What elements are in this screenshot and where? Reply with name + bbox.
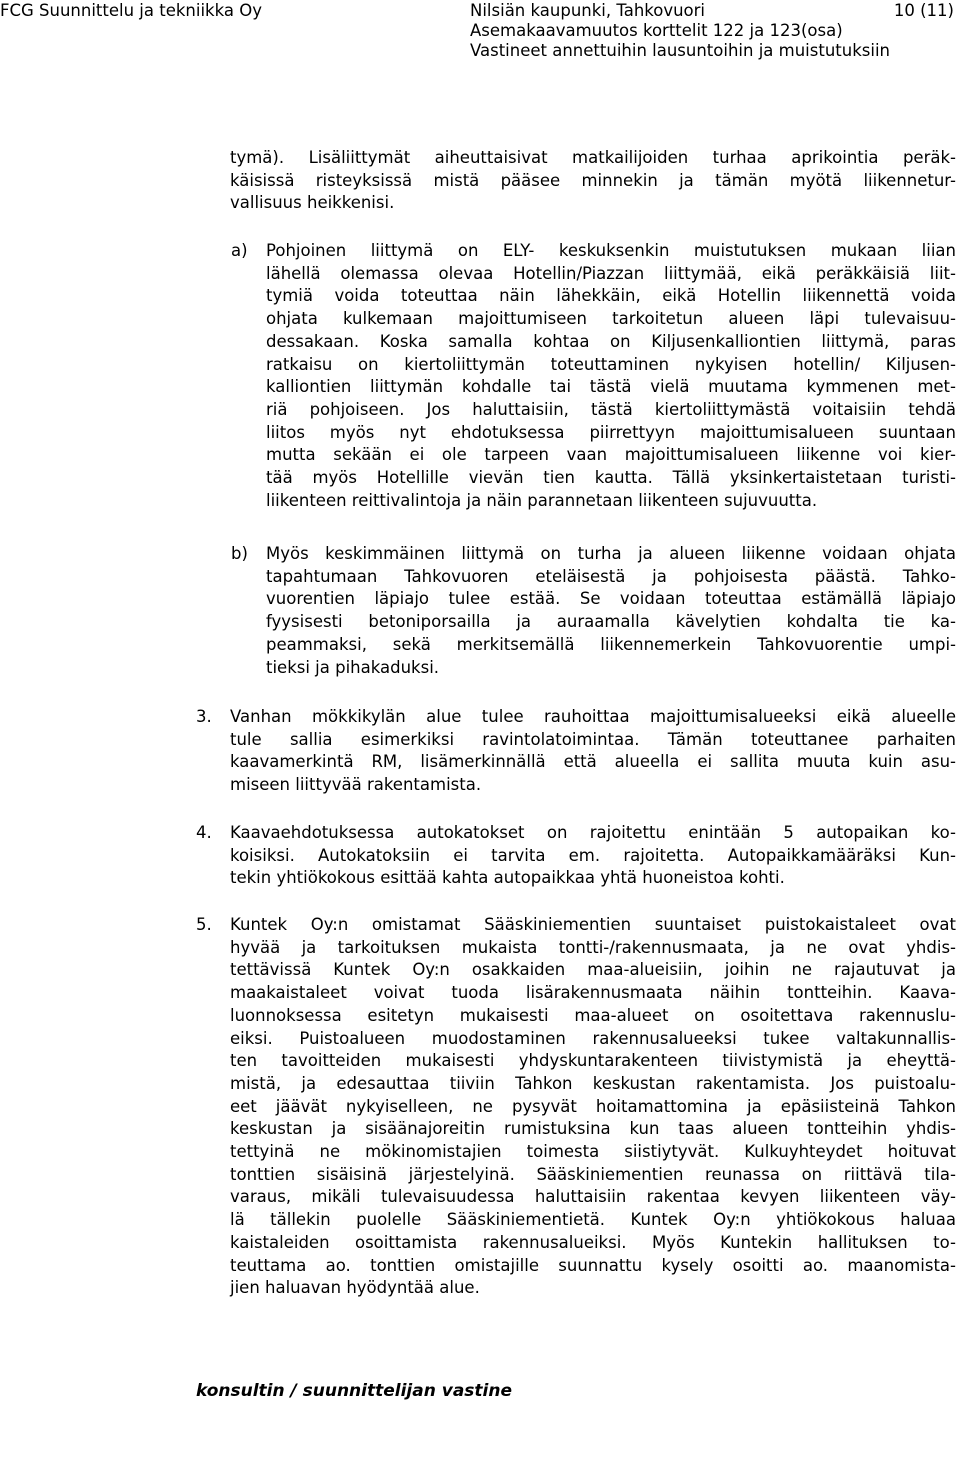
text-line: ohjata kulkemaan majoittumiseen tarkoitetun alueen läpi tulevaisuu- <box>266 309 956 329</box>
text-line: lä tällekin puolelle Sääskiniementietä. Kuntek Oy:n yhtiökokous haluaa <box>230 1210 956 1230</box>
text-line: tettävissä Kuntek Oy:n osakkaiden maa-alueisiin, joihin ne rajautuvat ja <box>230 960 956 980</box>
item-number: 5. <box>196 915 212 934</box>
text-line: dessakaan. Koska samalla kohtaa on Kiljusenkalliontien liittymä, paras <box>266 331 956 351</box>
text-line: liikenteen reittivalintoja ja näin parannetaan liikenteen sujuvuutta. <box>266 490 818 510</box>
text-line: käisissä risteyksissä mistä pääsee minnekin ja tämän myötä liikennetur- <box>230 170 956 190</box>
item-marker: b) <box>231 544 248 563</box>
text-line: tonttien sisäisinä järjestelyinä. Sääskiniementien reunassa on riittävä tila- <box>230 1164 956 1184</box>
item-body <box>230 706 956 797</box>
item-4 <box>196 822 956 890</box>
text-line: vuorentien läpiajo tulee estää. Se voidaan toteuttaa estämällä läpiajo <box>266 589 956 609</box>
text-line: Kuntek Oy:n omistamat Sääskiniementien suuntaiset puistokaistaleet ovat <box>230 915 956 934</box>
text-line: keskustan ja sisäänajoreitin rumistuksina kun taas alueen tontteihin yhdis- <box>230 1119 956 1139</box>
text-line: lähellä olemassa olevaa Hotellin/Piazzan liittymää, eikä peräkkäisiä liit- <box>266 263 956 283</box>
header-line: Vastineet annettuihin lausuntoihin ja muistutuksiin <box>470 41 890 60</box>
text-line: mutta sekään ei ole tarpeen vaan majoittumisalueen liikenne voi kier- <box>266 445 956 465</box>
item-body <box>230 914 956 1300</box>
text-line: tettyinä ne mökinomistajien toimesta siistiytyvät. Kulkuyhteydet hoituvat <box>230 1142 956 1162</box>
text-line: peammaksi, sekä merkitsemällä liikennemerkein Tahkovuorentie umpi- <box>266 634 956 654</box>
item-5 <box>196 914 956 1300</box>
item-body <box>230 822 956 890</box>
text-line: Pohjoinen liittymä on ELY- keskuksenkin muistutuksen mukaan liian <box>266 241 956 260</box>
header-line: Asemakaavamuutos korttelit 122 ja 123(osa) <box>470 21 843 40</box>
item-3 <box>196 706 956 797</box>
item-number: 3. <box>196 707 212 726</box>
text-line: kaistaleiden osoittamista rakennusalueiksi. Myös Kuntekin hallituksen to- <box>230 1232 956 1252</box>
text-line: liitos myös nyt ehdotuksessa piirrettyyn majoittumisalueen suuntaan <box>266 422 956 442</box>
item-marker: a) <box>231 241 248 260</box>
text-line: koisiksi. Autokatoksiin ei tarvita em. rajoitetta. Autopaikkamääräksi Kun- <box>230 845 956 865</box>
text-line: hyvää ja tarkoituksen mukaista tontti-/rakennusmaata, ja ne ovat yhdis- <box>230 937 956 957</box>
text-line: tymiä voida toteuttaa näin lähekkäin, eikä Hotellin liikennettä voida <box>266 286 956 306</box>
text-line: teuttama ao. tonttien omistajille suunnattu kysely osoitti ao. maanomista- <box>230 1255 956 1275</box>
text-line: riä pohjoiseen. Jos haluttaisiin, tästä kiertoliittymästä voitaisiin tehdä <box>266 399 956 419</box>
header-title-block <box>470 1 890 61</box>
text-line: ratkaisu on kiertoliittymän toteuttaminen nykyisen hotellin/ Kiljusen- <box>266 354 956 374</box>
text-line: tule sallia esimerkiksi ravintolatoimintaa. Tämän toteuttanee parhaiten <box>230 729 956 749</box>
text-line: tää myös Hotellille vievän tien kautta. Tällä yksinkertaistetaan turisti- <box>266 468 956 488</box>
text-line: kalliontien liittymän kohdalle tai tästä vielä muutama kymmenen met- <box>266 377 956 397</box>
text-line: tieksi ja pihakaduksi. <box>266 657 440 677</box>
item-body <box>266 240 956 512</box>
response-heading: konsultin / suunnittelijan vastine <box>196 1381 513 1401</box>
text-line: varaus, mikäli tulevaisuudessa haluttaisiin rakentaa kevyen liikenteen väy- <box>230 1187 956 1207</box>
text-line: fyysisesti betoniporsailla ja auraamalla kävelytien kohdalta tie ka- <box>266 612 956 632</box>
text-line: maakaistaleet voivat tuoda lisärakennusmaata näihin tontteihin. Kaava- <box>230 983 956 1003</box>
text-line: eiksi. Puistoalueen muodostaminen rakennusalueeksi tukee valtakunnallis- <box>230 1028 956 1048</box>
text-line: eet jäävät nykyiselleen, ne pysyvät hoitamattomina ja epäsiisteinä Tahkon <box>230 1096 956 1116</box>
text-line: mistä, ja edesauttaa tiiviin Tahkon keskustan rakentamista. Jos puistoalu- <box>230 1073 956 1093</box>
page-number: 10 (11) <box>893 1 954 20</box>
item-number: 4. <box>196 823 212 842</box>
text-line: ten tavoitteiden mukaisesti yhdyskuntarakenteen tiivistymistä ja eheyttä- <box>230 1051 956 1071</box>
text-line: Kaavaehdotuksessa autokatokset on rajoitettu enintään 5 autopaikan ko- <box>230 823 956 842</box>
text-line: jien haluavan hyödyntää alue. <box>230 1278 480 1298</box>
text-line: vallisuus heikkenisi. <box>230 193 395 213</box>
text-line: Myös keskimmäinen liittymä on turha ja alueen liikenne voidaan ohjata <box>266 544 956 563</box>
text-line: kaavamerkintä RM, lisämerkinnällä että alueella ei sallita muuta kuin asu- <box>230 752 956 772</box>
text-line: Vanhan mökkikylän alue tulee rauhoittaa majoittumisalueeksi eikä alueelle <box>230 707 956 726</box>
company-name: FCG Suunnittelu ja tekniikka Oy <box>0 1 262 20</box>
text-line: luonnoksessa esitetyn mukaisesti maa-alueet on osoitettava rakennuslu- <box>230 1005 956 1025</box>
item-a <box>231 240 956 512</box>
intro-paragraph <box>230 147 956 215</box>
text-line: tymä). Lisäliittymät aiheuttaisivat matkailijoiden turhaa aprikointia peräk- <box>230 148 956 167</box>
text-line: tapahtumaan Tahkovuoren eteläisestä ja pohjoisesta päästä. Tahko- <box>266 566 956 586</box>
item-b <box>231 543 956 679</box>
item-body <box>266 543 956 679</box>
text-line: miseen liittyvää rakentamista. <box>230 775 482 795</box>
header-line: Nilsiän kaupunki, Tahkovuori <box>470 1 706 20</box>
text-line: tekin yhtiökokous esittää kahta autopaikkaa yhtä huoneistoa kohti. <box>230 868 785 888</box>
